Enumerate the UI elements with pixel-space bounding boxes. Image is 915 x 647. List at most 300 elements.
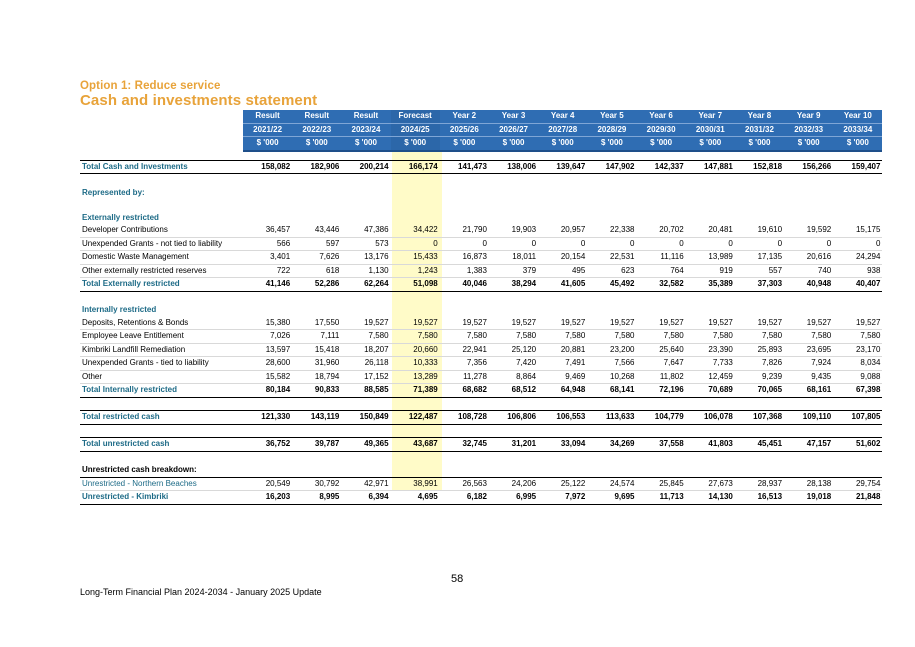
cell-value: 0 — [440, 237, 489, 251]
cell-value: 0 — [686, 237, 735, 251]
column-header: Forecast — [391, 110, 440, 123]
cell-value: 32,745 — [440, 438, 489, 452]
cell-value: 19,527 — [686, 317, 735, 330]
column-header: 2025/26 — [440, 123, 489, 137]
cell-value: 7,626 — [292, 251, 341, 265]
cell-value: 25,120 — [489, 343, 538, 357]
column-header: Year 6 — [637, 110, 686, 123]
cell-value: 45,492 — [587, 278, 636, 292]
cell-value: 104,779 — [637, 411, 686, 425]
cell-value: 9,469 — [538, 370, 587, 384]
cell-value: 1,130 — [341, 264, 390, 278]
cell-value: 13,597 — [243, 343, 292, 357]
cell-value: 106,078 — [686, 411, 735, 425]
cell-value: 11,713 — [637, 491, 686, 505]
table-row — [80, 317, 882, 330]
column-header: 2030/31 — [686, 123, 735, 137]
row-label: Deposits, Retentions & Bonds — [80, 317, 243, 330]
section-heading: Internally restricted — [82, 305, 157, 314]
cell-value: 200,214 — [341, 160, 390, 174]
header-blank — [80, 137, 243, 151]
cell-value: 113,633 — [587, 411, 636, 425]
cell-value: 49,365 — [341, 438, 390, 452]
cell-value: 20,549 — [243, 477, 292, 491]
cell-value: 7,580 — [391, 330, 440, 344]
cell-value: 18,207 — [341, 343, 390, 357]
cell-value: 19,903 — [489, 224, 538, 237]
cell-value: 11,802 — [637, 370, 686, 384]
row-label: Unrestricted - Kimbriki — [80, 491, 243, 505]
cell-value: 557 — [735, 264, 784, 278]
cell-value: 26,563 — [440, 477, 489, 491]
blank-row — [80, 291, 882, 304]
cell-value: 0 — [587, 237, 636, 251]
cell-value: 19,527 — [538, 317, 587, 330]
column-header: $ '000 — [735, 137, 784, 151]
cell-value: 15,582 — [243, 370, 292, 384]
cell-value: 109,110 — [784, 411, 833, 425]
cell-value: 21,848 — [833, 491, 882, 505]
column-header: $ '000 — [440, 137, 489, 151]
cell-value: 23,170 — [833, 343, 882, 357]
cell-value: 147,881 — [686, 160, 735, 174]
cell-value: 19,527 — [391, 317, 440, 330]
cell-value: 90,833 — [292, 384, 341, 398]
cell-value: 138,006 — [489, 160, 538, 174]
cell-value: 40,407 — [833, 278, 882, 292]
blank-row — [80, 199, 882, 212]
cell-value: 29,754 — [833, 477, 882, 491]
cell-value: 919 — [686, 264, 735, 278]
represented-by-heading — [80, 187, 882, 200]
cell-value: 0 — [391, 237, 440, 251]
cell-value: 9,695 — [587, 491, 636, 505]
cell-value: 34,422 — [391, 224, 440, 237]
cell-value: 7,111 — [292, 330, 341, 344]
externally-restricted-heading — [80, 212, 882, 225]
unrestricted-breakdown-heading — [80, 464, 882, 477]
header-blank — [80, 110, 243, 123]
cell-value: 7,026 — [243, 330, 292, 344]
cell-value: 379 — [489, 264, 538, 278]
cell-value: 23,695 — [784, 343, 833, 357]
cell-value: 51,098 — [391, 278, 440, 292]
cell-value: 7,647 — [637, 357, 686, 371]
column-header: Result — [243, 110, 292, 123]
cell-value: 71,389 — [391, 384, 440, 398]
cell-value: 7,580 — [538, 330, 587, 344]
column-header: $ '000 — [686, 137, 735, 151]
cell-value: 139,647 — [538, 160, 587, 174]
cell-value: 24,294 — [833, 251, 882, 265]
cell-value: 623 — [587, 264, 636, 278]
cell-value: 6,995 — [489, 491, 538, 505]
column-header: $ '000 — [341, 137, 390, 151]
section-heading: Unrestricted cash breakdown: — [80, 464, 243, 477]
cell-value: 4,695 — [391, 491, 440, 505]
cell-value: 68,682 — [440, 384, 489, 398]
cell-value: 15,433 — [391, 251, 440, 265]
cell-value: 24,574 — [587, 477, 636, 491]
cell-value: 0 — [735, 237, 784, 251]
cell-value: 106,806 — [489, 411, 538, 425]
cell-value: 938 — [833, 264, 882, 278]
cell-value: 31,201 — [489, 438, 538, 452]
cell-value: 764 — [637, 264, 686, 278]
cell-value: 11,278 — [440, 370, 489, 384]
cell-value: 16,513 — [735, 491, 784, 505]
row-label: Employee Leave Entitlement — [80, 330, 243, 344]
cell-value: 159,407 — [833, 160, 882, 174]
cell-value: 618 — [292, 264, 341, 278]
cell-value: 25,640 — [637, 343, 686, 357]
cell-value: 15,380 — [243, 317, 292, 330]
cell-value: 13,176 — [341, 251, 390, 265]
cell-value: 6,394 — [341, 491, 390, 505]
cell-value: 67,398 — [833, 384, 882, 398]
cell-value: 34,269 — [587, 438, 636, 452]
cell-value: 19,527 — [637, 317, 686, 330]
cell-value: 142,337 — [637, 160, 686, 174]
header-row-3 — [80, 137, 882, 151]
cell-value: 122,487 — [391, 411, 440, 425]
column-header: 2032/33 — [784, 123, 833, 137]
cell-value: 19,592 — [784, 224, 833, 237]
section-subtitle: Option 1: Reduce service — [80, 80, 221, 92]
cell-value: 38,991 — [391, 477, 440, 491]
cell-value: 11,116 — [637, 251, 686, 265]
cell-value: 107,368 — [735, 411, 784, 425]
column-header: Year 3 — [489, 110, 538, 123]
column-header: Year 4 — [538, 110, 587, 123]
cell-value: 19,527 — [587, 317, 636, 330]
cell-value: 52,286 — [292, 278, 341, 292]
column-header: Year 8 — [735, 110, 784, 123]
cell-value: 68,141 — [587, 384, 636, 398]
cell-value: 143,119 — [292, 411, 341, 425]
cell-value: 21,790 — [440, 224, 489, 237]
cell-value: 18,794 — [292, 370, 341, 384]
cell-value: 25,122 — [538, 477, 587, 491]
cell-value: 7,420 — [489, 357, 538, 371]
cell-value: 36,457 — [243, 224, 292, 237]
cell-value: 64,948 — [538, 384, 587, 398]
cell-value: 15,418 — [292, 343, 341, 357]
table-row — [80, 330, 882, 344]
cell-value: 740 — [784, 264, 833, 278]
blank-row — [80, 424, 882, 438]
cell-value: 20,616 — [784, 251, 833, 265]
cell-value: 28,937 — [735, 477, 784, 491]
column-header: $ '000 — [489, 137, 538, 151]
cell-value: 152,818 — [735, 160, 784, 174]
cell-value: 156,266 — [784, 160, 833, 174]
cell-value: 23,200 — [587, 343, 636, 357]
column-header: 2024/25 — [391, 123, 440, 137]
total-unrestricted-row — [80, 438, 882, 452]
cash-investments-table — [80, 110, 882, 505]
table-row — [80, 343, 882, 357]
cell-value: 9,435 — [784, 370, 833, 384]
column-header: $ '000 — [637, 137, 686, 151]
cell-value: 0 — [489, 237, 538, 251]
cell-value: 19,527 — [735, 317, 784, 330]
cell-value: 22,338 — [587, 224, 636, 237]
column-header: $ '000 — [833, 137, 882, 151]
cell-value: 19,610 — [735, 224, 784, 237]
cell-value: 19,527 — [341, 317, 390, 330]
cell-value: 7,356 — [440, 357, 489, 371]
cell-value: 37,558 — [637, 438, 686, 452]
column-header: 2028/29 — [587, 123, 636, 137]
cell-value: 573 — [341, 237, 390, 251]
cell-value: 25,845 — [637, 477, 686, 491]
cell-value: 38,294 — [489, 278, 538, 292]
cell-value: 0 — [784, 237, 833, 251]
cell-value: 31,960 — [292, 357, 341, 371]
cell-value: 0 — [833, 237, 882, 251]
column-header: 2031/32 — [735, 123, 784, 137]
cell-value: 17,135 — [735, 251, 784, 265]
cell-value: 24,206 — [489, 477, 538, 491]
cell-value: 7,733 — [686, 357, 735, 371]
cell-value: 70,689 — [686, 384, 735, 398]
cell-value: 7,580 — [587, 330, 636, 344]
cell-value: 9,239 — [735, 370, 784, 384]
blank-row — [80, 397, 882, 411]
spacer-row — [80, 151, 882, 161]
cell-value: 37,303 — [735, 278, 784, 292]
cell-value: 121,330 — [243, 411, 292, 425]
cell-value: 22,531 — [587, 251, 636, 265]
cell-value: 7,491 — [538, 357, 587, 371]
cell-value: 1,243 — [391, 264, 440, 278]
column-header: 2022/23 — [292, 123, 341, 137]
column-header: 2033/34 — [833, 123, 882, 137]
row-label: Total restricted cash — [80, 411, 243, 425]
cell-value: 10,333 — [391, 357, 440, 371]
column-header: Year 7 — [686, 110, 735, 123]
cell-value: 19,527 — [833, 317, 882, 330]
cell-value: 47,157 — [784, 438, 833, 452]
cell-value: 7,580 — [341, 330, 390, 344]
cell-value: 41,605 — [538, 278, 587, 292]
row-label: Unexpended Grants - tied to liability — [80, 357, 243, 371]
cell-value: 20,957 — [538, 224, 587, 237]
column-header: $ '000 — [784, 137, 833, 151]
header-row-1 — [80, 110, 882, 123]
column-header: Year 5 — [587, 110, 636, 123]
column-header: 2026/27 — [489, 123, 538, 137]
column-header: $ '000 — [587, 137, 636, 151]
cell-value: 36,752 — [243, 438, 292, 452]
cell-value: 7,566 — [587, 357, 636, 371]
cell-value: 25,893 — [735, 343, 784, 357]
page-title: Cash and investments statement — [80, 92, 318, 109]
cell-value: 141,473 — [440, 160, 489, 174]
table-row — [80, 264, 882, 278]
column-header: $ '000 — [292, 137, 341, 151]
cell-value: 35,389 — [686, 278, 735, 292]
cell-value: 3,401 — [243, 251, 292, 265]
column-header: Year 2 — [440, 110, 489, 123]
cell-value: 23,390 — [686, 343, 735, 357]
cell-value: 0 — [637, 237, 686, 251]
cell-value: 51,602 — [833, 438, 882, 452]
cell-value: 20,481 — [686, 224, 735, 237]
cell-value: 20,702 — [637, 224, 686, 237]
cell-value: 12,459 — [686, 370, 735, 384]
cell-value: 43,687 — [391, 438, 440, 452]
cell-value: 7,580 — [784, 330, 833, 344]
row-label: Kimbriki Landfill Remediation — [80, 343, 243, 357]
cell-value: 16,873 — [440, 251, 489, 265]
cell-value: 43,446 — [292, 224, 341, 237]
cell-value: 0 — [538, 237, 587, 251]
cell-value: 22,941 — [440, 343, 489, 357]
row-label: Unrestricted - Northern Beaches — [80, 477, 243, 491]
row-label: Total Cash and Investments — [80, 160, 243, 174]
column-header: $ '000 — [391, 137, 440, 151]
table-row — [80, 251, 882, 265]
cell-value: 41,146 — [243, 278, 292, 292]
cell-value: 7,580 — [440, 330, 489, 344]
breakdown-row — [80, 477, 882, 491]
cell-value: 41,803 — [686, 438, 735, 452]
cell-value: 40,948 — [784, 278, 833, 292]
column-header: Year 9 — [784, 110, 833, 123]
section-heading: Externally restricted — [82, 212, 159, 222]
header-row-2 — [80, 123, 882, 137]
cell-value: 40,046 — [440, 278, 489, 292]
table-row — [80, 237, 882, 251]
cell-value: 8,995 — [292, 491, 341, 505]
cell-value: 28,138 — [784, 477, 833, 491]
cell-value: 495 — [538, 264, 587, 278]
cell-value: 566 — [243, 237, 292, 251]
table-row — [80, 224, 882, 237]
cell-value: 19,527 — [440, 317, 489, 330]
cell-value: 9,088 — [833, 370, 882, 384]
cell-value: 28,600 — [243, 357, 292, 371]
total-restricted-row — [80, 411, 882, 425]
column-header: $ '000 — [538, 137, 587, 151]
cell-value: 13,989 — [686, 251, 735, 265]
column-header: 2027/28 — [538, 123, 587, 137]
cell-value: 45,451 — [735, 438, 784, 452]
total-internal-row — [80, 384, 882, 398]
cell-value: 8,864 — [489, 370, 538, 384]
table-row — [80, 370, 882, 384]
cell-value: 68,512 — [489, 384, 538, 398]
footer-text: Long-Term Financial Plan 2024-2034 - January 2025 Update — [80, 587, 322, 597]
cell-value: 47,386 — [341, 224, 390, 237]
cell-value: 17,152 — [341, 370, 390, 384]
cell-value: 7,924 — [784, 357, 833, 371]
internally-restricted-heading — [80, 304, 882, 317]
cell-value: 158,082 — [243, 160, 292, 174]
cell-value: 7,580 — [833, 330, 882, 344]
blank-row — [80, 174, 882, 187]
total-external-row — [80, 278, 882, 292]
cell-value: 7,580 — [735, 330, 784, 344]
cell-value: 147,902 — [587, 160, 636, 174]
cell-value: 30,792 — [292, 477, 341, 491]
row-label: Unexpended Grants - not tied to liability — [80, 237, 243, 251]
cell-value: 8,034 — [833, 357, 882, 371]
cell-value: 19,527 — [784, 317, 833, 330]
cell-value: 166,174 — [391, 160, 440, 174]
cell-value: 15,175 — [833, 224, 882, 237]
cell-value: 20,660 — [391, 343, 440, 357]
cell-value: 13,289 — [391, 370, 440, 384]
cell-value: 70,065 — [735, 384, 784, 398]
page-number: 58 — [451, 573, 464, 585]
column-header: Result — [292, 110, 341, 123]
cell-value: 597 — [292, 237, 341, 251]
cell-value: 32,582 — [637, 278, 686, 292]
cell-value: 62,264 — [341, 278, 390, 292]
row-label: Domestic Waste Management — [80, 251, 243, 265]
row-label: Developer Contributions — [80, 224, 243, 237]
cell-value: 88,585 — [341, 384, 390, 398]
row-label: Total Internally restricted — [80, 384, 243, 398]
cell-value: 39,787 — [292, 438, 341, 452]
cell-value: 19,018 — [784, 491, 833, 505]
cell-value: 108,728 — [440, 411, 489, 425]
cell-value: 106,553 — [538, 411, 587, 425]
cell-value: 19,527 — [489, 317, 538, 330]
row-label: Total Externally restricted — [80, 278, 243, 292]
cell-value: 1,383 — [440, 264, 489, 278]
section-heading: Represented by: — [82, 187, 145, 197]
cell-value: 20,881 — [538, 343, 587, 357]
breakdown-row — [80, 491, 882, 505]
column-header: 2029/30 — [637, 123, 686, 137]
cell-value: 7,972 — [538, 491, 587, 505]
cell-value: 7,580 — [686, 330, 735, 344]
cell-value: 20,154 — [538, 251, 587, 265]
row-label: Other — [80, 370, 243, 384]
blank-row — [80, 451, 882, 464]
cell-value: 7,826 — [735, 357, 784, 371]
cell-value: 16,203 — [243, 491, 292, 505]
cell-value: 26,118 — [341, 357, 390, 371]
cell-value: 72,196 — [637, 384, 686, 398]
column-header: 2023/24 — [341, 123, 390, 137]
cell-value: 17,550 — [292, 317, 341, 330]
column-header: Year 10 — [833, 110, 882, 123]
cell-value: 7,580 — [489, 330, 538, 344]
cell-value: 14,130 — [686, 491, 735, 505]
cell-value: 6,182 — [440, 491, 489, 505]
cell-value: 722 — [243, 264, 292, 278]
cell-value: 27,673 — [686, 477, 735, 491]
cell-value: 107,805 — [833, 411, 882, 425]
cell-value: 182,906 — [292, 160, 341, 174]
cell-value: 18,011 — [489, 251, 538, 265]
column-header: $ '000 — [243, 137, 292, 151]
row-label: Total unrestricted cash — [80, 438, 243, 452]
cell-value: 10,268 — [587, 370, 636, 384]
cell-value: 80,184 — [243, 384, 292, 398]
column-header: Result — [341, 110, 390, 123]
cell-value: 7,580 — [637, 330, 686, 344]
total-cash-row — [80, 160, 882, 174]
cell-value: 150,849 — [341, 411, 390, 425]
cell-value: 33,094 — [538, 438, 587, 452]
column-header: 2021/22 — [243, 123, 292, 137]
